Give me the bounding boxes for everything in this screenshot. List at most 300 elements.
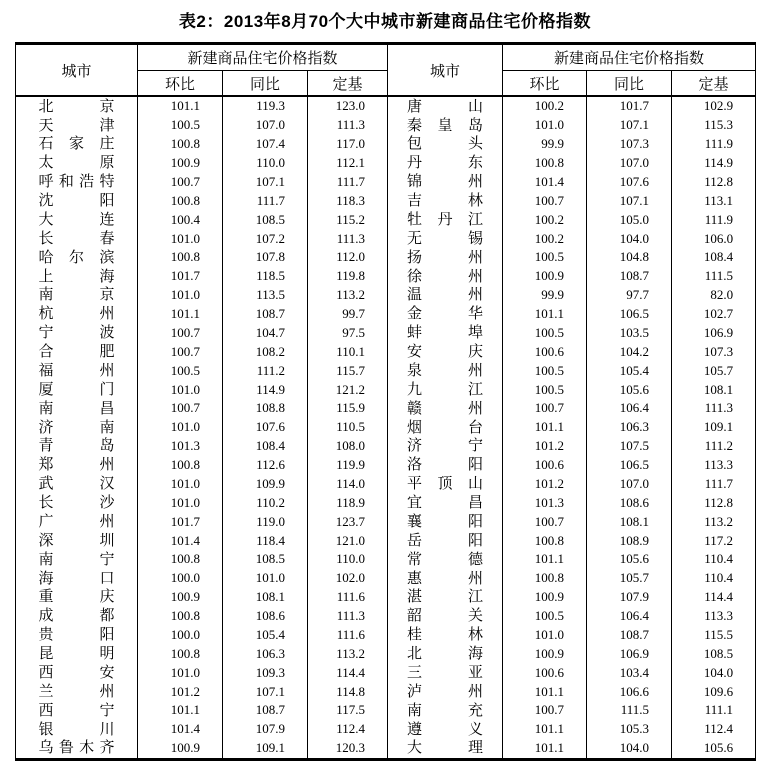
city-name: 丹东: [407, 154, 484, 172]
city-cell-right: [388, 324, 503, 343]
yoy-cell-left: 108.7: [223, 701, 308, 720]
base-cell-left: 117.0: [308, 135, 388, 154]
city-cell-left: [16, 626, 138, 645]
table-row: [16, 399, 756, 418]
table-row: [16, 663, 756, 682]
city-name: 沈阳: [38, 192, 115, 210]
city-cell-right: [388, 531, 503, 550]
mom-cell-left: 100.0: [138, 626, 223, 645]
mom-cell-left: 101.0: [138, 286, 223, 305]
yoy-cell-right: 104.0: [587, 229, 672, 248]
table-row: [16, 305, 756, 324]
header-city-right: 城市: [388, 44, 503, 97]
yoy-cell-left: 118.5: [223, 267, 308, 286]
city-name: 泸州: [407, 682, 484, 700]
yoy-cell-left: 108.2: [223, 342, 308, 361]
base-cell-left: 114.0: [308, 475, 388, 494]
city-cell-right: [388, 116, 503, 135]
yoy-cell-right: 108.7: [587, 267, 672, 286]
base-cell-left: 118.3: [308, 191, 388, 210]
base-cell-right: 107.3: [672, 342, 756, 361]
yoy-cell-right: 105.0: [587, 210, 672, 229]
base-cell-left: 110.5: [308, 418, 388, 437]
yoy-cell-right: 105.6: [587, 550, 672, 569]
base-cell-right: 109.1: [672, 418, 756, 437]
mom-cell-left: 100.5: [138, 116, 223, 135]
city-name: 济宁: [407, 437, 484, 455]
city-cell-right: [388, 512, 503, 531]
city-cell-right: [388, 173, 503, 192]
yoy-cell-right: 103.5: [587, 324, 672, 343]
city-name: 温州: [407, 286, 484, 304]
city-name: 南宁: [38, 550, 115, 568]
mom-cell-right: 99.9: [503, 286, 587, 305]
mom-cell-right: 100.8: [503, 531, 587, 550]
base-cell-left: 108.0: [308, 437, 388, 456]
city-cell-right: [388, 380, 503, 399]
table-row: [16, 229, 756, 248]
city-cell-left: [16, 531, 138, 550]
city-cell-left: [16, 475, 138, 494]
mom-cell-right: 100.5: [503, 607, 587, 626]
yoy-cell-left: 110.0: [223, 154, 308, 173]
table-row: [16, 644, 756, 663]
mom-cell-right: 101.2: [503, 475, 587, 494]
mom-cell-left: 100.0: [138, 569, 223, 588]
mom-cell-left: 101.0: [138, 475, 223, 494]
city-cell-right: [388, 739, 503, 759]
table-row: [16, 116, 756, 135]
mom-cell-left: 101.1: [138, 701, 223, 720]
base-cell-right: 111.7: [672, 475, 756, 494]
base-cell-left: 118.9: [308, 493, 388, 512]
base-cell-right: 111.2: [672, 437, 756, 456]
city-name: 洛阳: [407, 456, 484, 474]
mom-cell-left: 100.8: [138, 248, 223, 267]
city-name: 杭州: [38, 305, 115, 323]
city-cell-left: [16, 361, 138, 380]
city-cell-left: [16, 682, 138, 701]
city-name: 徐州: [407, 267, 484, 285]
city-cell-right: [388, 701, 503, 720]
yoy-cell-right: 107.9: [587, 588, 672, 607]
table-row: [16, 682, 756, 701]
city-name: 遵义: [407, 720, 484, 738]
mom-cell-right: 101.2: [503, 437, 587, 456]
city-name: 宜昌: [407, 494, 484, 512]
city-name: 南京: [38, 286, 115, 304]
header-base-left: 定基: [308, 71, 388, 97]
yoy-cell-right: 104.8: [587, 248, 672, 267]
mom-cell-left: 101.0: [138, 418, 223, 437]
yoy-cell-right: 108.1: [587, 512, 672, 531]
header-yoy-right: 同比: [587, 71, 672, 97]
mom-cell-right: 100.7: [503, 399, 587, 418]
city-name: 桂林: [407, 626, 484, 644]
header-index-group-left: 新建商品住宅价格指数: [138, 44, 388, 71]
city-name: 厦门: [38, 380, 115, 398]
city-name: 蚌埠: [407, 324, 484, 342]
city-cell-right: [388, 493, 503, 512]
base-cell-right: 111.9: [672, 210, 756, 229]
base-cell-left: 111.6: [308, 588, 388, 607]
city-name: 福州: [38, 361, 115, 379]
base-cell-right: 108.5: [672, 644, 756, 663]
city-name: 深圳: [38, 531, 115, 549]
yoy-cell-left: 109.1: [223, 739, 308, 759]
yoy-cell-left: 106.3: [223, 644, 308, 663]
mom-cell-left: 100.8: [138, 191, 223, 210]
base-cell-right: 113.3: [672, 456, 756, 475]
city-cell-left: [16, 588, 138, 607]
city-cell-left: [16, 267, 138, 286]
base-cell-left: 113.2: [308, 644, 388, 663]
header-index-group-right: 新建商品住宅价格指数: [503, 44, 756, 71]
city-cell-left: [16, 210, 138, 229]
mom-cell-right: 100.2: [503, 229, 587, 248]
city-cell-right: [388, 588, 503, 607]
mom-cell-right: 100.8: [503, 569, 587, 588]
base-cell-right: 111.9: [672, 135, 756, 154]
yoy-cell-right: 106.4: [587, 399, 672, 418]
mom-cell-left: 101.7: [138, 267, 223, 286]
city-cell-left: [16, 739, 138, 759]
city-name: 赣州: [407, 399, 484, 417]
mom-cell-right: 101.4: [503, 173, 587, 192]
mom-cell-right: 100.8: [503, 154, 587, 173]
table-row: [16, 210, 756, 229]
mom-cell-right: 100.5: [503, 361, 587, 380]
yoy-cell-right: 106.5: [587, 456, 672, 475]
city-cell-left: [16, 191, 138, 210]
base-cell-left: 99.7: [308, 305, 388, 324]
city-cell-left: [16, 248, 138, 267]
city-name: 唐山: [407, 97, 484, 115]
base-cell-left: 111.7: [308, 173, 388, 192]
base-cell-right: 111.5: [672, 267, 756, 286]
header-row-group: [16, 44, 756, 71]
city-name: 长春: [38, 229, 115, 247]
mom-cell-left: 101.1: [138, 305, 223, 324]
city-name: 三亚: [407, 663, 484, 681]
mom-cell-left: 100.8: [138, 607, 223, 626]
yoy-cell-left: 107.9: [223, 720, 308, 739]
base-cell-right: 102.7: [672, 305, 756, 324]
mom-cell-right: 101.1: [503, 739, 587, 759]
city-name: 哈尔滨: [38, 248, 115, 266]
base-cell-left: 110.1: [308, 342, 388, 361]
mom-cell-right: 100.5: [503, 248, 587, 267]
city-name: 西宁: [38, 701, 115, 719]
yoy-cell-left: 118.4: [223, 531, 308, 550]
mom-cell-left: 100.4: [138, 210, 223, 229]
table-row: [16, 96, 756, 116]
city-cell-left: [16, 305, 138, 324]
base-cell-left: 119.9: [308, 456, 388, 475]
mom-cell-right: 100.7: [503, 701, 587, 720]
city-cell-right: [388, 720, 503, 739]
yoy-cell-left: 108.8: [223, 399, 308, 418]
city-cell-left: [16, 154, 138, 173]
city-cell-right: [388, 210, 503, 229]
city-name: 包头: [407, 135, 484, 153]
table-row: [16, 720, 756, 739]
yoy-cell-left: 107.4: [223, 135, 308, 154]
base-cell-left: 111.3: [308, 607, 388, 626]
base-cell-right: 113.1: [672, 191, 756, 210]
base-cell-left: 110.0: [308, 550, 388, 569]
header-base-right: 定基: [672, 71, 756, 97]
table-row: [16, 437, 756, 456]
city-name: 济南: [38, 418, 115, 436]
mom-cell-right: 100.2: [503, 210, 587, 229]
mom-cell-left: 100.9: [138, 588, 223, 607]
mom-cell-right: 100.7: [503, 512, 587, 531]
yoy-cell-right: 106.6: [587, 682, 672, 701]
yoy-cell-right: 107.1: [587, 116, 672, 135]
city-name: 合肥: [38, 343, 115, 361]
table-row: [16, 607, 756, 626]
base-cell-left: 102.0: [308, 569, 388, 588]
table-row: [16, 626, 756, 645]
city-cell-right: [388, 248, 503, 267]
table-row: [16, 342, 756, 361]
mom-cell-left: 101.3: [138, 437, 223, 456]
yoy-cell-left: 111.2: [223, 361, 308, 380]
city-cell-left: [16, 173, 138, 192]
mom-cell-right: 101.1: [503, 418, 587, 437]
city-cell-left: [16, 324, 138, 343]
base-cell-right: 113.3: [672, 607, 756, 626]
yoy-cell-right: 104.2: [587, 342, 672, 361]
table-row: [16, 324, 756, 343]
base-cell-right: 110.4: [672, 550, 756, 569]
city-cell-right: [388, 154, 503, 173]
yoy-cell-right: 104.0: [587, 739, 672, 759]
base-cell-right: 106.0: [672, 229, 756, 248]
base-cell-right: 111.1: [672, 701, 756, 720]
header-city-left: 城市: [16, 44, 138, 97]
city-name: 重庆: [38, 588, 115, 606]
yoy-cell-left: 110.2: [223, 493, 308, 512]
yoy-cell-right: 105.7: [587, 569, 672, 588]
base-cell-left: 111.3: [308, 116, 388, 135]
table-row: [16, 267, 756, 286]
yoy-cell-right: 103.4: [587, 663, 672, 682]
yoy-cell-right: 107.1: [587, 191, 672, 210]
mom-cell-left: 101.0: [138, 493, 223, 512]
city-name: 襄阳: [407, 512, 484, 530]
yoy-cell-left: 119.0: [223, 512, 308, 531]
city-name: 惠州: [407, 569, 484, 587]
mom-cell-left: 100.7: [138, 324, 223, 343]
base-cell-right: 114.9: [672, 154, 756, 173]
city-cell-right: [388, 682, 503, 701]
city-name: 湛江: [407, 588, 484, 606]
mom-cell-left: 100.7: [138, 342, 223, 361]
yoy-cell-left: 107.8: [223, 248, 308, 267]
base-cell-right: 105.6: [672, 739, 756, 759]
city-name: 大理: [407, 739, 484, 757]
city-cell-right: [388, 418, 503, 437]
header-mom-left: 环比: [138, 71, 223, 97]
mom-cell-right: 100.7: [503, 191, 587, 210]
base-cell-right: 115.5: [672, 626, 756, 645]
base-cell-left: 120.3: [308, 739, 388, 759]
city-cell-right: [388, 286, 503, 305]
table-row: [16, 173, 756, 192]
base-cell-right: 109.6: [672, 682, 756, 701]
header-yoy-left: 同比: [223, 71, 308, 97]
city-cell-right: [388, 475, 503, 494]
yoy-cell-right: 106.5: [587, 305, 672, 324]
mom-cell-left: 100.7: [138, 399, 223, 418]
city-name: 岳阳: [407, 531, 484, 549]
yoy-cell-right: 105.4: [587, 361, 672, 380]
mom-cell-left: 101.0: [138, 229, 223, 248]
yoy-cell-right: 111.5: [587, 701, 672, 720]
base-cell-left: 123.7: [308, 512, 388, 531]
city-cell-left: [16, 342, 138, 361]
table-row: [16, 569, 756, 588]
city-name: 南昌: [38, 399, 115, 417]
mom-cell-right: 99.9: [503, 135, 587, 154]
mom-cell-right: 100.2: [503, 96, 587, 116]
base-cell-right: 113.2: [672, 512, 756, 531]
yoy-cell-left: 107.2: [223, 229, 308, 248]
city-cell-left: [16, 644, 138, 663]
table-row: [16, 456, 756, 475]
city-cell-left: [16, 399, 138, 418]
city-cell-right: [388, 626, 503, 645]
base-cell-left: 121.2: [308, 380, 388, 399]
base-cell-left: 117.5: [308, 701, 388, 720]
base-cell-left: 112.4: [308, 720, 388, 739]
base-cell-left: 112.0: [308, 248, 388, 267]
city-cell-right: [388, 96, 503, 116]
city-name: 广州: [38, 512, 115, 530]
city-cell-left: [16, 135, 138, 154]
city-cell-left: [16, 96, 138, 116]
base-cell-right: 112.8: [672, 493, 756, 512]
mom-cell-right: 100.9: [503, 644, 587, 663]
city-name: 安庆: [407, 343, 484, 361]
table-header: [16, 44, 756, 97]
table-row: [16, 248, 756, 267]
city-cell-right: [388, 663, 503, 682]
yoy-cell-left: 101.0: [223, 569, 308, 588]
base-cell-right: 110.4: [672, 569, 756, 588]
base-cell-left: 114.4: [308, 663, 388, 682]
mom-cell-left: 100.5: [138, 361, 223, 380]
base-cell-left: 111.3: [308, 229, 388, 248]
yoy-cell-right: 106.9: [587, 644, 672, 663]
city-name: 烟台: [407, 418, 484, 436]
base-cell-left: 115.7: [308, 361, 388, 380]
table-title: 表2：2013年8月70个大中城市新建商品住宅价格指数: [178, 12, 592, 31]
city-cell-left: [16, 550, 138, 569]
city-name: 昆明: [38, 645, 115, 663]
city-name: 秦皇岛: [407, 116, 484, 134]
city-name: 石家庄: [38, 135, 115, 153]
yoy-cell-right: 108.9: [587, 531, 672, 550]
city-name: 银川: [38, 720, 115, 738]
city-cell-left: [16, 418, 138, 437]
city-cell-left: [16, 229, 138, 248]
city-cell-left: [16, 701, 138, 720]
mom-cell-right: 101.3: [503, 493, 587, 512]
city-name: 成都: [38, 607, 115, 625]
city-cell-right: [388, 342, 503, 361]
base-cell-left: 115.9: [308, 399, 388, 418]
city-cell-right: [388, 191, 503, 210]
mom-cell-right: 101.1: [503, 720, 587, 739]
mom-cell-left: 101.1: [138, 96, 223, 116]
city-cell-right: [388, 437, 503, 456]
city-name: 大连: [38, 210, 115, 228]
city-cell-right: [388, 607, 503, 626]
city-name: 兰州: [38, 682, 115, 700]
table-row: [16, 739, 756, 759]
city-name: 金华: [407, 305, 484, 323]
mom-cell-right: 100.9: [503, 588, 587, 607]
base-cell-right: 115.3: [672, 116, 756, 135]
city-cell-left: [16, 456, 138, 475]
mom-cell-right: 101.1: [503, 550, 587, 569]
base-cell-left: 115.2: [308, 210, 388, 229]
base-cell-right: 117.2: [672, 531, 756, 550]
table-row: [16, 154, 756, 173]
yoy-cell-left: 107.1: [223, 682, 308, 701]
mom-cell-right: 101.0: [503, 116, 587, 135]
base-cell-right: 108.4: [672, 248, 756, 267]
base-cell-left: 113.2: [308, 286, 388, 305]
yoy-cell-right: 105.3: [587, 720, 672, 739]
city-name: 韶关: [407, 607, 484, 625]
mom-cell-right: 100.6: [503, 342, 587, 361]
table-row: [16, 588, 756, 607]
mom-cell-left: 100.8: [138, 550, 223, 569]
mom-cell-right: 100.5: [503, 324, 587, 343]
base-cell-right: 102.9: [672, 96, 756, 116]
city-name: 郑州: [38, 456, 115, 474]
header-mom-right: 环比: [503, 71, 587, 97]
table-body: [16, 96, 756, 759]
mom-cell-left: 101.2: [138, 682, 223, 701]
city-name: 太原: [38, 154, 115, 172]
yoy-cell-left: 111.7: [223, 191, 308, 210]
base-cell-right: 105.7: [672, 361, 756, 380]
city-name: 上海: [38, 267, 115, 285]
mom-cell-left: 101.0: [138, 663, 223, 682]
yoy-cell-left: 113.5: [223, 286, 308, 305]
table-row: [16, 286, 756, 305]
city-cell-right: [388, 229, 503, 248]
base-cell-right: 108.1: [672, 380, 756, 399]
mom-cell-left: 101.4: [138, 720, 223, 739]
city-cell-right: [388, 135, 503, 154]
mom-cell-left: 100.9: [138, 739, 223, 759]
city-cell-right: [388, 399, 503, 418]
mom-cell-right: 101.1: [503, 682, 587, 701]
yoy-cell-left: 112.6: [223, 456, 308, 475]
mom-cell-right: 101.0: [503, 626, 587, 645]
city-name: 呼和浩特: [38, 173, 115, 191]
yoy-cell-left: 105.4: [223, 626, 308, 645]
table-row: [16, 512, 756, 531]
yoy-cell-left: 108.6: [223, 607, 308, 626]
city-cell-left: [16, 380, 138, 399]
